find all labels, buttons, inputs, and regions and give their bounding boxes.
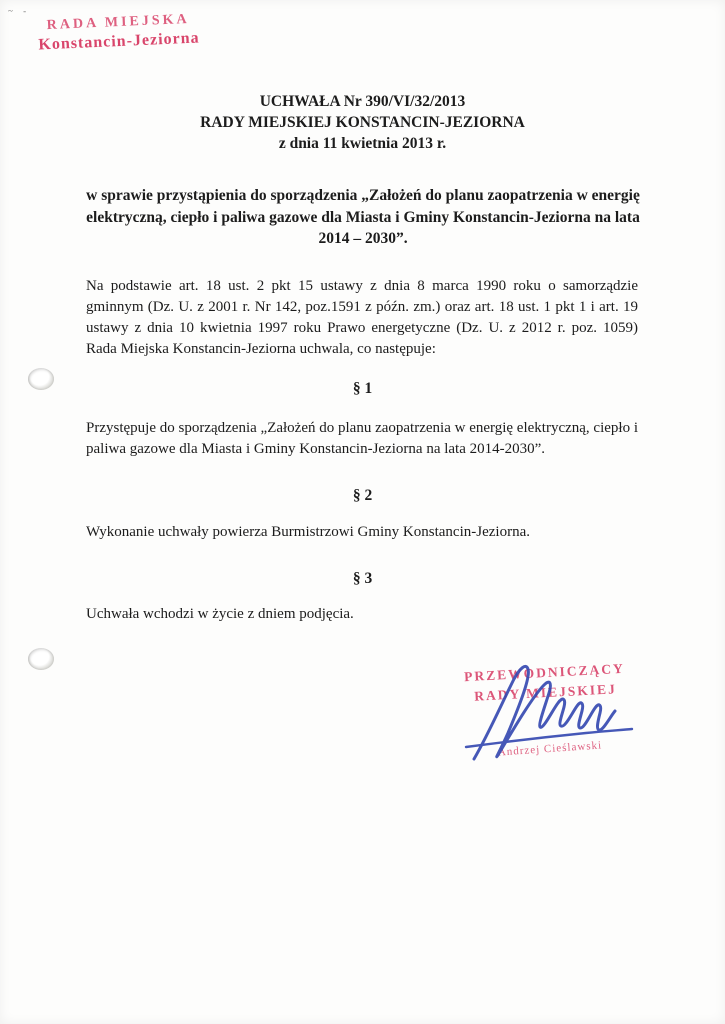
title-number: UCHWAŁA Nr 390/VI/32/2013 <box>259 93 466 110</box>
chairman-stamp-line-1: PRZEWODNICZĄCY <box>463 660 626 685</box>
section-1-text: Przystępuje do sporządzenia „Założeń do planu zaopatrzenia w energię elektryczną, ciepło i paliwa gazowe dla Miasta i Gminy Konstancin-Jeziorna na lata 2014-2030”. <box>86 420 638 457</box>
scan-artifact: ~ - <box>8 6 31 16</box>
section-1-marker: § 1 <box>352 380 373 397</box>
title-date: z dnia 11 kwietnia 2013 r. <box>278 134 447 152</box>
chairman-stamp <box>449 658 641 707</box>
title-authority: RADY MIEJSKIEJ KONSTANCIN-JEZIORNA <box>200 113 525 131</box>
section-2-marker: § 2 <box>352 487 373 504</box>
office-stamp <box>37 11 200 55</box>
section-2-text: Wykonanie uchwały powierza Burmistrzowi Gminy Konstancin-Jeziorna. <box>86 524 530 540</box>
preamble-paragraph: Na podstawie art. 18 ust. 2 pkt 15 ustawy z dnia 8 marca 1990 roku o samorządzie gminnym (Dz. U. z 2001 r. Nr 142, poz.1591 z późn. zm.) oraz art. 18 ust. 1 pkt 1 i art. 19 ustawy z dnia 10 kwietnia 1997 roku Prawo energetyczne (Dz. U. z 2012 r. poz. 1059) Rada Miejska Konstancin-Jeziorna uchwala, co następuje: <box>86 278 638 357</box>
chairman-name: Andrzej Cieślawski <box>497 739 603 759</box>
stamp-line-1: RADA MIEJSKA <box>46 11 190 34</box>
document-title <box>0 92 725 155</box>
hole-punch-bottom <box>28 648 54 670</box>
document-subject: w sprawie przystąpienia do sporządzenia „Założeń do planu zaopatrzenia w energię elektryczną, ciepło i paliwa gazowe dla Miasta i Gminy Konstancin-Jeziorna na lata 2014 – 2030”. <box>86 187 640 248</box>
section-3-text: Uchwała wchodzi w życie z dniem podjęcia. <box>86 606 354 622</box>
section-3-marker: § 3 <box>352 570 373 587</box>
chairman-stamp-line-2: RADY MIEJSKIEJ <box>473 680 618 704</box>
signature-block <box>440 655 650 765</box>
stamp-line-2: Konstancin-Jeziorna <box>38 28 200 54</box>
